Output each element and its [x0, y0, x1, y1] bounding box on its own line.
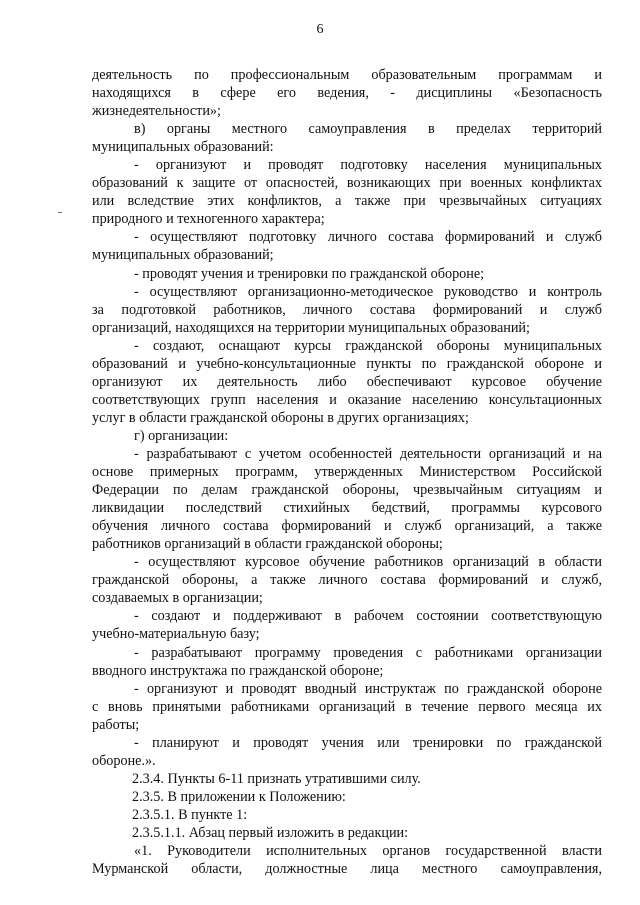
text-line: образований к защите от опасностей, возникающих при военных конфликтах	[92, 175, 602, 192]
text-line: - разрабатывают с учетом особенностей деятельности организаций и на	[134, 445, 602, 462]
text-line: создаваемых в организации;	[92, 590, 263, 607]
margin-mark	[58, 212, 62, 213]
text-line: работы;	[92, 716, 140, 733]
text-line: - организуют и проводят вводный инструктаж по гражданской обороне	[134, 680, 602, 697]
text-line: за подготовкой работников, личного состава формирований и служб	[92, 301, 602, 318]
text-line: образований и учебно-консультационные пункты по гражданской обороне и	[92, 355, 602, 372]
text-line: гражданской обороны, а также личного состава формирований и служб,	[92, 572, 602, 589]
document-body	[92, 66, 602, 878]
text-line: Мурманской области, должностные лица местного самоуправления,	[92, 861, 602, 878]
text-line: Федерации по делам гражданской обороны, чрезвычайным ситуациям и	[92, 482, 602, 499]
text-line: находящихся в сфере его ведения, - дисциплины «Безопасность	[92, 85, 602, 102]
text-line: основе примерных программ, утвержденных Министерством Российской	[92, 464, 602, 481]
text-line: работников организаций в области гражданской обороны;	[92, 536, 443, 553]
text-line: - проводят учения и тренировки по гражданской обороне;	[134, 265, 485, 282]
text-line: обучения личного состава формирований и служб организаций, а также	[92, 518, 602, 535]
text-line: - разрабатывают программу проведения с работниками организации	[134, 644, 602, 661]
text-line: - осуществляют курсовое обучение работников организаций в области	[134, 554, 602, 571]
text-line: соответствующих групп населения и оказание населению консультационных	[92, 391, 602, 408]
text-line: г) организации:	[134, 427, 229, 444]
text-line: 2.3.5.1. В пункте 1:	[132, 806, 248, 823]
text-line: «1. Руководители исполнительных органов государственной власти	[134, 843, 602, 860]
text-line: вводного инструктажа по гражданской обороне;	[92, 662, 384, 679]
text-line: учебно-материальную базу;	[92, 626, 260, 643]
text-line: организаций, находящихся на территории муниципальных образований;	[92, 319, 530, 336]
text-line: муниципальных образований:	[92, 139, 274, 156]
text-line: - создают и поддерживают в рабочем состоянии соответствующую	[134, 608, 602, 625]
text-line: в) органы местного самоуправления в пределах территорий	[134, 121, 602, 138]
text-line: обороне.».	[92, 752, 156, 769]
text-line: муниципальных образований;	[92, 247, 274, 264]
text-line: организуют их деятельность либо обеспечивают курсовое обучение	[92, 373, 602, 390]
text-line: - создают, оснащают курсы гражданской обороны муниципальных	[134, 337, 602, 354]
text-line: или вследствие этих конфликтов, а также при чрезвычайных ситуациях	[92, 193, 602, 210]
text-line: - организуют и проводят подготовку населения муниципальных	[134, 157, 602, 174]
text-line: - осуществляют подготовку личного состава формирований и служб	[134, 229, 602, 246]
text-line: 2.3.4. Пункты 6-11 признать утратившими силу.	[132, 770, 421, 787]
text-line: 2.3.5.1.1. Абзац первый изложить в редакции:	[132, 824, 409, 841]
text-line: 2.3.5. В приложении к Положению:	[132, 788, 346, 805]
text-line: - осуществляют организационно-методическое руководство и контроль	[134, 283, 602, 300]
text-line: природного и техногенного характера;	[92, 211, 325, 228]
text-line: - планируют и проводят учения или тренировки по гражданской	[134, 734, 602, 751]
page-number: 6	[316, 22, 324, 37]
text-line: деятельность по профессиональным образовательным программам и	[92, 67, 602, 83]
text-line: жизнедеятельности»;	[92, 103, 221, 120]
text-line: ликвидации последствий стихийных бедствий, программы курсового	[92, 500, 602, 517]
text-line: услуг в области гражданской обороны в других организациях;	[92, 409, 469, 426]
text-line: с вновь принятыми работниками организаций в течение первого месяца их	[92, 698, 602, 715]
